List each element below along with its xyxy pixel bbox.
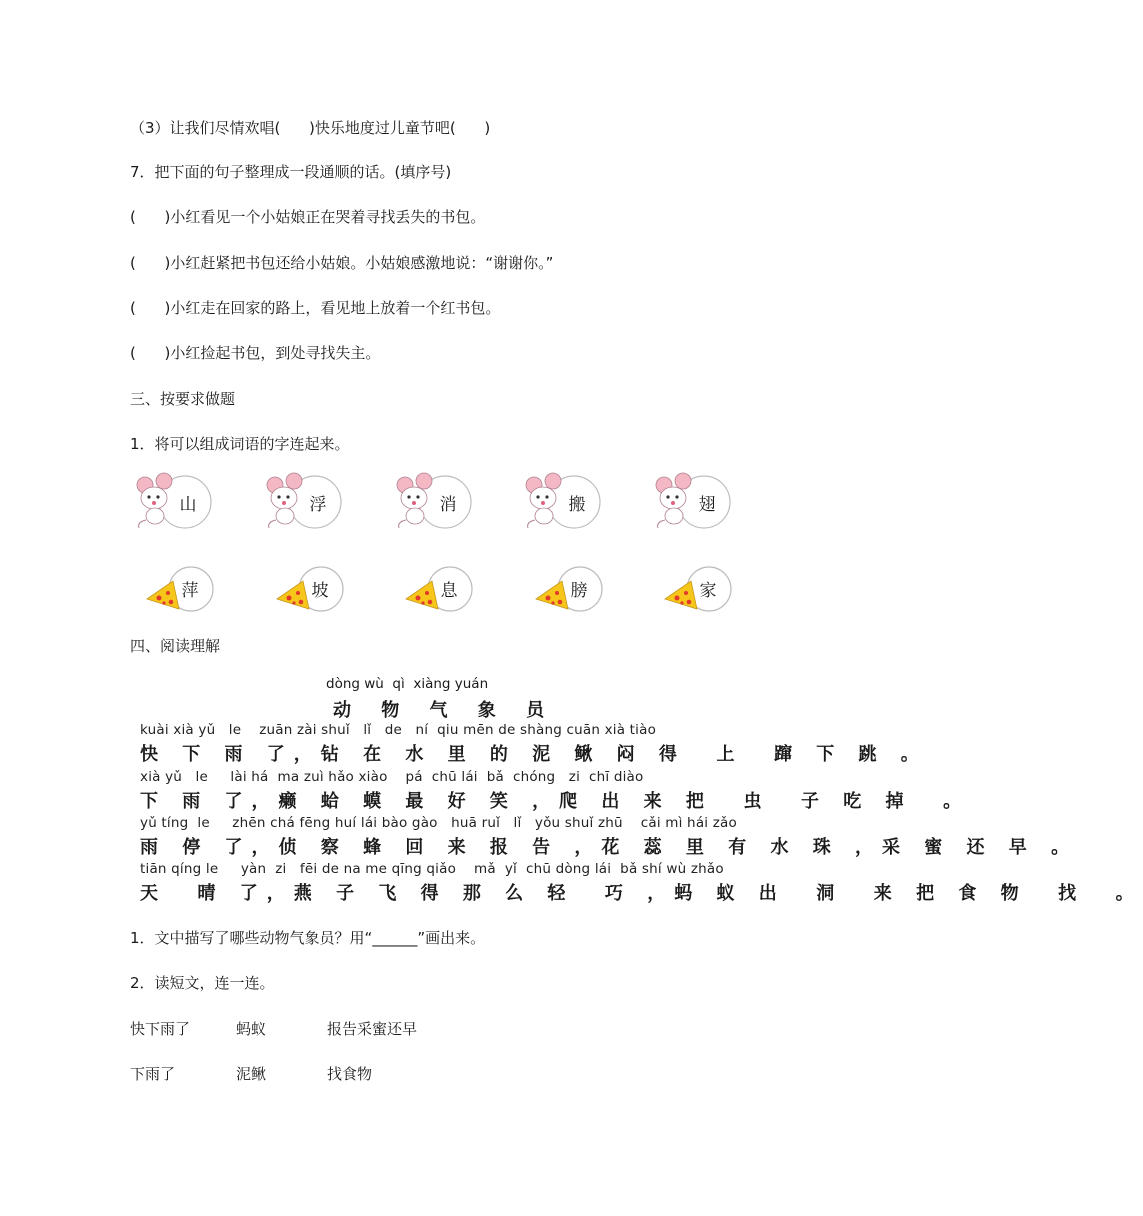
- mouse-card: [393, 472, 475, 532]
- cheese-character: 家: [699, 581, 717, 601]
- match-row-2-condition: 下雨了: [130, 1065, 176, 1083]
- section-3-question-1: 1．将可以组成词语的字连起来。: [130, 435, 350, 453]
- mouse-character: 消: [439, 495, 457, 515]
- cheese-character: 萍: [181, 581, 199, 601]
- section-4-question-2: 2．读短文，连一连。: [130, 974, 275, 992]
- question-7-sentence-c: ( )小红走在回家的路上，看见地上放着一个红书包。: [130, 299, 501, 317]
- mouse-character-row: [0, 472, 860, 532]
- question-7-heading: 7．把下面的句子整理成一段通顺的话。(填序号): [130, 163, 452, 181]
- section-4-heading: 四、阅读理解: [130, 637, 221, 655]
- mouse-card: [652, 472, 734, 532]
- cheese-card: [145, 565, 227, 615]
- mouse-card: [133, 472, 215, 532]
- match-row-1-action: 报告采蜜还早: [327, 1020, 418, 1038]
- match-row-1-animal: 蚂蚁: [236, 1020, 267, 1038]
- cheese-card: [404, 565, 486, 615]
- cheese-card: [275, 565, 357, 615]
- poem-title-pinyin: dòng wù qì xiàng yuán: [326, 676, 489, 692]
- poem-title: 动 物 气 象 员: [333, 700, 557, 721]
- poem-line-2-pinyin: xià yǔ le lài há ma zuì hǎo xiào pá chū lái bǎ chóng zi chī diào: [140, 769, 644, 785]
- poem-line-3-text: 雨 停 了，侦 察 蜂 回 来 报 告 ，花 蕊 里 有 水 珠 ，采 蜜 还 早 。: [140, 837, 1079, 858]
- question-7-sentence-d: ( )小红捡起书包，到处寻找失主。: [130, 344, 381, 362]
- question-7-sentence-a: ( )小红看见一个小姑娘正在哭着寻找丢失的书包。: [130, 208, 486, 226]
- poem-line-1-pinyin: kuài xià yǔ le zuān zài shuǐ lǐ de ní qiu mēn de shàng cuān xià tiào: [140, 722, 657, 738]
- match-row-1-condition: 快下雨了: [130, 1020, 191, 1038]
- cheese-character: 坡: [311, 581, 329, 601]
- question-6-item-3: （3）让我们尽情欢唱( )快乐地度过儿童节吧( ): [130, 119, 491, 137]
- poem-body: [140, 720, 1143, 905]
- section-4-question-1: 1．文中描写了哪些动物气象员？用“______”画出来。: [130, 929, 486, 947]
- mouse-card: [263, 472, 345, 532]
- cheese-card: [534, 565, 616, 615]
- section-3-heading: 三、按要求做题: [130, 390, 236, 408]
- cheese-character: 膀: [570, 581, 588, 601]
- poem-line-3-pinyin: yǔ tíng le zhēn chá fēng huí lái bào gào huā ruǐ lǐ yǒu shuǐ zhū cǎi mì hái zǎo: [140, 815, 737, 831]
- poem-line-4-pinyin: tiān qíng le yàn zi fēi de na me qīng qiǎo mǎ yǐ chū dòng lái bǎ shí wù zhǎo: [140, 861, 724, 877]
- mouse-character: 翅: [698, 495, 716, 515]
- mouse-character: 山: [179, 495, 197, 515]
- cheese-card: [663, 565, 745, 615]
- cheese-character-row: [0, 565, 860, 625]
- cheese-character: 息: [440, 581, 458, 601]
- poem-line-1-text: 快 下 雨 了，钻 在 水 里 的 泥 鳅 闷 得 上 蹿 下 跳 。: [140, 744, 928, 765]
- match-row-2-animal: 泥鳅: [236, 1065, 267, 1083]
- match-row-2-action: 找食物: [327, 1065, 373, 1083]
- mouse-card: [522, 472, 604, 532]
- question-7-sentence-b: ( )小红赶紧把书包还给小姑娘。小姑娘感激地说：“谢谢你。”: [130, 254, 554, 272]
- mouse-character: 搬: [568, 495, 586, 515]
- mouse-character: 浮: [309, 495, 327, 515]
- poem-line-4-text: 天 晴 了，燕 子 飞 得 那 么 轻 巧 ，蚂 蚁 出 洞 来 把 食 物 找 。: [140, 883, 1143, 904]
- poem-line-2-text: 下 雨 了，癞 蛤 蟆 最 好 笑 ，爬 出 来 把 虫 子 吃 掉 。: [140, 791, 971, 812]
